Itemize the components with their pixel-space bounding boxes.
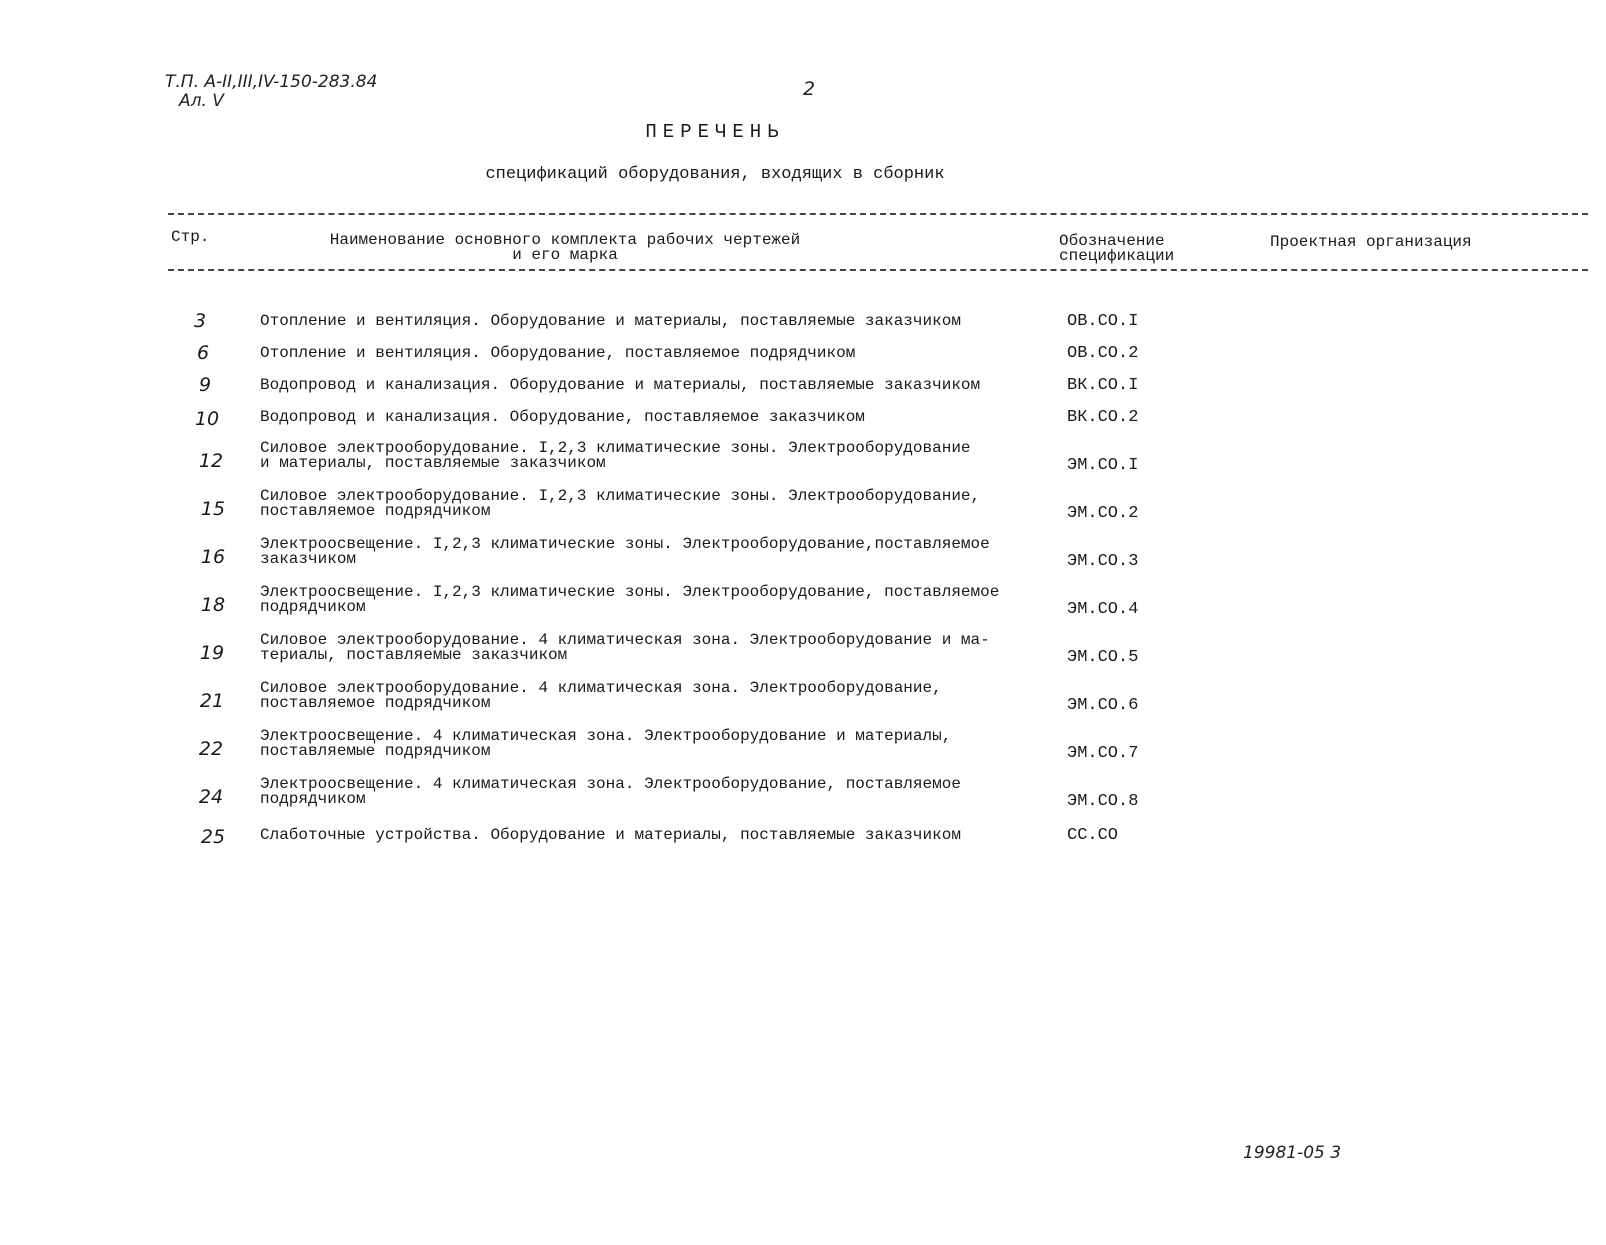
page-number: 2 — [803, 78, 816, 100]
row-spec-code: ЭМ.СО.8 — [1067, 792, 1139, 811]
row-page-number: 12 — [198, 450, 224, 472]
row-page-number: 22 — [198, 738, 224, 760]
row-page-number: 15 — [200, 498, 226, 520]
row-name: Электроосвещение. 4 климатическая зона. Электрооборудование и материалы, поставляемые подрядчиком — [260, 727, 952, 760]
row-page-number: 24 — [198, 786, 224, 808]
row-name: Слаботочные устройства. Оборудование и материалы, поставляемые заказчиком — [260, 826, 961, 844]
row-name: Силовое электрооборудование. I,2,3 климатические зоны. Электрооборудование и материалы, поставляемые заказчиком — [260, 439, 971, 472]
header-bottom-divider — [168, 269, 1588, 271]
page-title: ПЕРЕЧЕНЬ — [645, 121, 785, 143]
row-name: Силовое электрооборудование. 4 климатическая зона. Электрооборудование и ма- териалы, поставляемые заказчиком — [260, 631, 990, 664]
archive-number: 19981-05 3 — [1243, 1143, 1342, 1163]
row-page-number: 10 — [194, 408, 220, 430]
row-page-number: 18 — [200, 594, 226, 616]
row-page-number: 21 — [199, 690, 225, 712]
row-spec-code: СС.СО — [1067, 826, 1119, 845]
row-page-number: 3 — [193, 310, 207, 332]
row-spec-code: ЭМ.СО.4 — [1067, 600, 1139, 619]
row-spec-code: ЭМ.СО.I — [1067, 456, 1139, 475]
row-name: Водопровод и канализация. Оборудование, поставляемое заказчиком — [260, 408, 865, 426]
row-name: Силовое электрооборудование. 4 климатическая зона. Электрооборудование, поставляемое подрядчиком — [260, 679, 942, 712]
row-name: Отопление и вентиляция. Оборудование и материалы, поставляемые заказчиком — [260, 312, 961, 330]
row-name: Электроосвещение. I,2,3 климатические зоны. Электрооборудование,поставляемое заказчиком — [260, 535, 990, 568]
column-header-org: Проектная организация — [1270, 233, 1472, 251]
row-spec-code: ВК.СО.2 — [1067, 408, 1139, 427]
column-header-name: Наименование основного комплекта рабочих чертежей и его марка — [329, 231, 801, 264]
row-spec-code: ЭМ.СО.2 — [1067, 504, 1139, 523]
row-name: Электроосвещение. I,2,3 климатические зоны. Электрооборудование, поставляемое подрядчиком — [260, 583, 1000, 616]
column-header-page: Стр. — [171, 228, 210, 246]
row-name: Силовое электрооборудование. I,2,3 климатические зоны. Электрооборудование, поставляемое подрядчиком — [260, 487, 981, 520]
header-top-divider — [168, 213, 1588, 215]
row-spec-code: ВК.СО.I — [1067, 376, 1139, 395]
row-page-number: 25 — [200, 826, 226, 848]
row-page-number: 6 — [196, 342, 210, 364]
page-subtitle: спецификаций оборудования, входящих в сборник — [485, 165, 945, 184]
row-page-number: 9 — [198, 374, 212, 396]
document-code-line1: Т.П. А-II,III,IV-150-283.84 — [165, 72, 378, 92]
row-spec-code: ЭМ.СО.5 — [1067, 648, 1139, 667]
row-name: Отопление и вентиляция. Оборудование, поставляемое подрядчиком — [260, 344, 856, 362]
row-spec-code: ОВ.СО.2 — [1067, 344, 1139, 363]
row-name: Водопровод и канализация. Оборудование и материалы, поставляемые заказчиком — [260, 376, 981, 394]
document-code-line2: Ал. V — [179, 91, 224, 111]
row-spec-code: ЭМ.СО.7 — [1067, 744, 1139, 763]
row-name: Электроосвещение. 4 климатическая зона. Электрооборудование, поставляемое подрядчиком — [260, 775, 961, 808]
row-spec-code: ЭМ.СО.3 — [1067, 552, 1139, 571]
column-header-code: Обозначение спецификации — [1059, 232, 1175, 265]
row-spec-code: ЭМ.СО.6 — [1067, 696, 1139, 715]
document-code — [165, 73, 377, 111]
row-page-number: 16 — [200, 546, 226, 568]
row-spec-code: ОВ.СО.I — [1067, 312, 1139, 331]
row-page-number: 19 — [199, 642, 225, 664]
